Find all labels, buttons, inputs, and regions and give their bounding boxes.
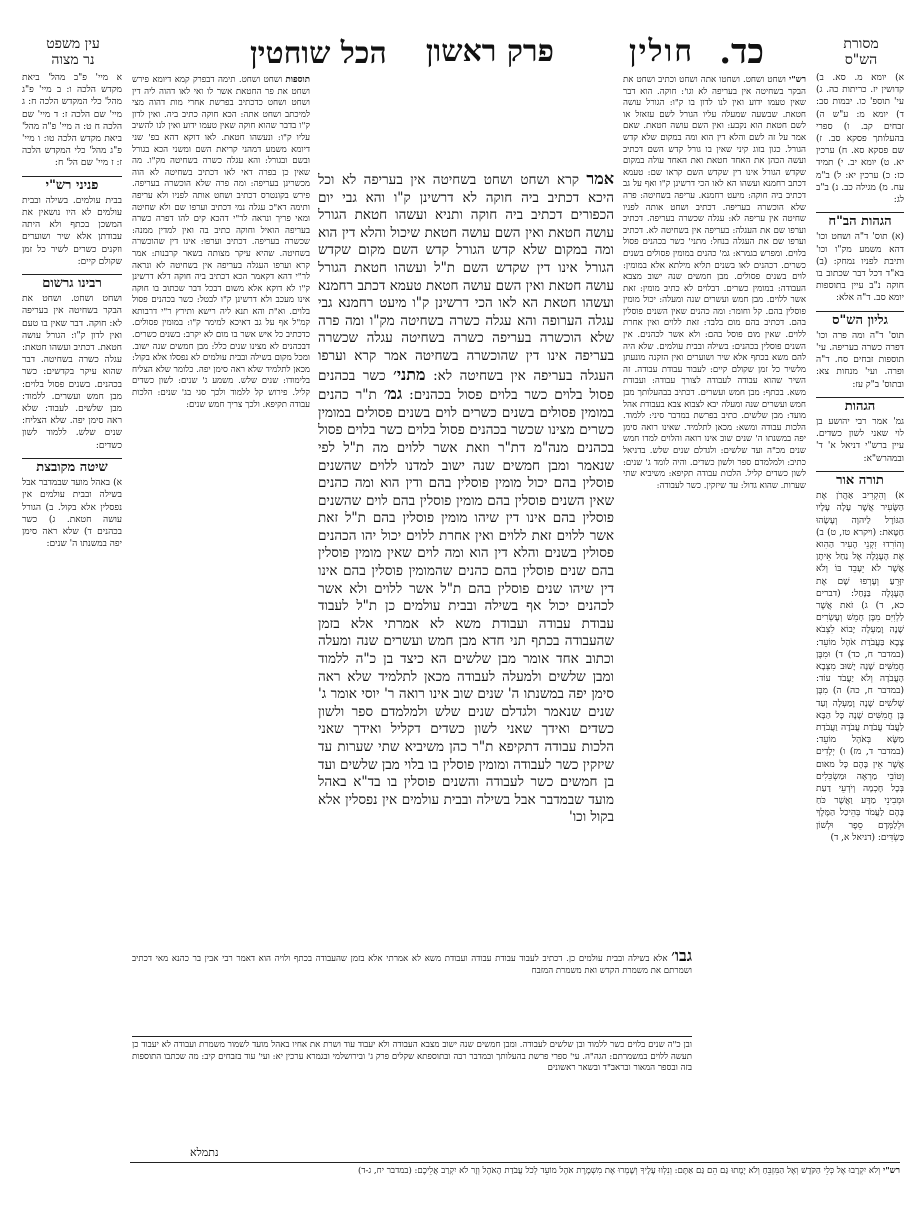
bottom-divider <box>130 1162 900 1163</box>
mishna-text: כשר בכהנים פסול בלוים כשר בלוים פסול בכהנים: <box>318 367 614 404</box>
gilyon-text: תוס' ד"ה ומה פרה וכו' דפרה כשרה בעריפה. עי' תוספות זבחים סח. ד"ה ופרה. ועי' מנחות צא: ובתוס' ב"ק עז: <box>816 330 904 390</box>
masoret-header: מסורת הש"ס <box>843 36 879 68</box>
page-header <box>0 30 914 70</box>
catchword: נתמלא <box>190 1146 219 1159</box>
left-margin-column <box>22 72 122 1092</box>
gemara-opening-word: אמר <box>586 170 614 188</box>
bottom-rashi-label: רש"י <box>882 1166 900 1176</box>
footer-text: ובן כ"ה שנים בלוים כשר ללמוד ובן שלשים לעבודה. ומבן חמשים שנה ישוב מצבא העבודה ולא יעבוד עוד ושרת את אחיו באהל מועד לשמור משמרת ועבודה לא יעבוד כן תעשה ללוים במשמרתם: הגה"ה. עי' ספרי פרשת בהעלותך ובמדבר רבה ובתוספתא שקלים פרק ג' ובירושלמי ובגמרא ערכין יא: ועי' עוד בזבחים קיב: מה שכתבו התוספות בזה ובספר המאור ובראב"ד ובשאר ראשונים <box>132 1040 692 1074</box>
gemara-passage-1: קרא ושחט ושחט בשחיטה אין בעריפה לא וכל היכא דכתיב ביה חוקה לא דרשינן ק"ו והא גבי יום הכפורים דכתיב ביה חוקה ותניא ועשהו חטאת הגורל עושה חטאת ואין השם עושה חטאת שיכול והלא דין הוא ומה במקום שלא קדש הגורל קדש השם מקום שקדש הגורל אינו דין שקדש השם ת"ל ועשהו חטאת הגורל עושה חטאת ואין השם עושה חטאת טעמא דכתב רחמנא ועשהו חטאת הא לאו הכי דרשינן ק"ו מיעט רחמנא גבי עגלה הערופה והא עגלה כשרה בשחיטה מק"ו ומה פרה שלא הוכשרה בעריפה כשרה בשחיטה עגלה שכשרה בעריפה אינו דין שהוכשרה בשחיטה אמר קרא וערפו העגלה בעריפה אין בשחיטה לא: <box>318 172 614 384</box>
mishna-bottom-section <box>132 946 692 1030</box>
gemara-text <box>318 170 614 946</box>
torah-or-title: תורה אור <box>816 471 904 487</box>
haghot-text: גמ' אמר רבי יהושע בן לוי שאני לשון כשדים. עיין ברש"י דניאל א' ד' ובמהרש"א: <box>816 417 904 464</box>
gemara-passage-2: ת"ר כהנים במומין פסולים בשנים כשרים לוים בשנים פסולים במומין כשרים מצינו שכשר בכהנים פסול בלוים כשר בלוים פסול בכהנים מנה"מ דת"ר וזאת אשר ללוים מה ת"ל לפי שנאמר ומבן חמשים שנה ישוב למדנו ללוים שהשנים פוסלין בהם יכול מומין פוסלין בהם ודין הוא ומה כהנים שאין השנים פוסלין בהם מומין פוסלין בהם לוים שהשנים פוסלין בהם אינו דין שיהו מומין פוסלין בהם ת"ל זאת אשר ללוים זאת ללוים ואין אחרת ללוים יכול יהו הכהנים פסולין בשנים והלא דין הוא ומה לוים שאין מומין פוסלין בהם שנים פוסלין בהם כהנים שהמומין פוסלין בהם אינו דין שיהו שנים פוסלין בהם ת"ל אשר ללוים ולא אשר לכהנים יכול אף בשילה ובבית עולמים כן ת"ל לעבוד עבודת עבודה ועבודת משא לא אמרתי אלא בזמן שהעבודה בכתף תני חדא מבן חמש ועשרים שנה ומעלה וכתוב אחד אומר מבן שלשים הא כיצד בן כ"ה ללמוד ומבן שלשים ולמעלה לעבודה מכאן לתלמיד שלא ראה סימן יפה במשנתו ה' שנים שוב אינו רואה ר' יוסי אומר ג' שנים שנאמר ולגדלם שנים שלש ולמלמדם ספר ולשון כשדים ואידך שאני לשון כשדים דקליל ואידך שאני הלכות עבודה דתקיפא ת"ר כהן משיביא שתי שערות עד שיזקין כשר לעבודה ומומין פוסלין בו בלוי מבן שלשים ועד בן חמשים כשר לעבודה והשנים פוסלין בו בד"א באהל מועד שבמדבר אבל בשילה ובבית עולמים אין נפסלין אלא בקול וכו' <box>318 387 614 826</box>
rashi-title: רש"י <box>788 75 806 85</box>
footer-notes <box>132 1040 692 1132</box>
footer-divider <box>132 1036 692 1037</box>
bottom-line <box>120 1166 900 1192</box>
rashi-text: ושחט ושחט. ושחטו אתה ושחט וכתיב ושחט את הבקר בשחיטה אין בעריפה לא וגו': חוקה. הוא דבר שאין טעמו ידוע ואין לנו לדון בו ק"ו: הגורל עושה חטאת. שבשעה שמעלה עליו הגורל לשם עזאזל או לשם חטאת הוא נקבע: ואין השם עושה חטאת. שאם אמר על זה לשם והלא דין הוא ומה במקום שלא קדש הגורל. כגון בזוג קיני שאין בו גורל קדש השם דכתיב ועשה הכהן את האחד חטאת ואת האחד עולה במקום שקדש הגורל אינו דין שקדש השם קראו שם: טעמא דכתב רחמנא ועשהו הא לאו הכי דרשינן ק"ו ואף על גב דכתיב ביה חוקה: מיעט רחמנא. עריפה בשחיטה: פרה שלא הוכשרה בעריפה. דכתיב ושחט אותה לפניו שחיטה אין עריפה לא: עגלה שכשרה בעריפה. דכתיב וערפו שם את העגלה: בעריפה אין בשחיטה לא. דכתיב וערפו שם את העגלה בנחל: מתני' כשר בכהנים פסול בלוים. ומפרש בגמרא: גמ' כהנים במומין פסולים בשנים כשרים. דכהנים לאו בשנים תליא מילתא אלא במומין: לוים בשנים פסולים. מבן חמשים שנה ישוב מצבא העבודה: במומין כשרים. דבלוים לא כתיב מומין: זאת אשר ללוים. מבן חמש ועשרים שנה ומעלה: יכול מומין פוסלין בהם. קל וחומר: ומה כהנים שאין השנים פוסלין בהם. דכתיב בהם מום בלבד: זאת ללוים ואין אחרת ללוים. שאין מום פוסל בהם: ולא אשר לכהנים. אין השנים פוסלין בכהנים: בשילה ובבית עולמים. שלא היה להם משא בכתף אלא שיר ושוערים ואין הזקנה מונעתן מלשיר כל זמן שקולם קיים: לעבוד עבודת עבודה. זה השיר שהוא עבודה לעבודה לצורך עבודה: ועבודת משא. בכתף: מבן חמש ועשרים. דכתיב בבהעלותך מבן חמש ועשרים שנה ומעלה יבא לצבוא צבא בעבודת אהל מועד: מבן שלשים. כתיב בפרשת במדבר סיני: ללמוד. הלכות עבודה ומשא: מכאן לתלמיד. שאינו רואה סימן יפה במשנתו ה' שנים שוב אינו רואה והלוים למדו חמש שנים מכ"ה ועד שלשים: ולגדלם שנים שלש. בדניאל כתיב: ולמלמדם ספר ולשון כשדים. והיה לומד ג' שנים: לשון כשדים קליל. הלכות עבודה תקיפא: משיביא שתי שערות. שהוא גדול: עד שיזקין. כשר לעבודה: <box>623 75 806 491</box>
masoret-entries: א) יומא מ. סא. ב) קדושין יז. כריתות כה. ג) עי' תוספ' כו. יבמות סב: ד) יומא מ: ע"ש ה) זבחים קב. ו) ספרי בהעלותך פסקא סב. ז) שם פסקא סא. ח) ערכין יא. ט) יומא יב. י) תמיד כז: כ) ערכין יא: ל) ב"מ עח. מ) מגילה כב. נ) ב"ב לג: <box>816 73 904 206</box>
tosafot-text: ושחט ושחט. תימה דבפרק קמא דיומא פירש ושחט את פר החטאת אשר לו ואי לאו דהוה ליה דין ושחט ושחט כדכתיב בפרשת אחרי מות דהוה מצי למיכתב ושחט אתה: הכא חוקה כתיב ביה. ואין לדון ק"ו בדבר שהוא חוקה שאין טעמו ידוע ואין לנו להשיב עליו ק"ו: ונעשהו חטאת. לאו דוקא דהא בפ' שני דיומא משמע דמהני קריאת השם ומשני הכא בגורל ובשם ובגורל: והא עגלה כשרה בשחיטה מק"ו. מה שאין כן בפרה דאי לאו דכתיב בשחיטה לא הוה מכשרינן בעריפה: ומה פרה שלא הוכשרה בעריפה. פירש בקונטרס דכתיב ושחט אותה לפניו ולא עריפה ותימה דא"כ עגלה נמי דכתיב וערפו שם ולא שחיטה ומאי פריך ונראה לר"י דהכא קים להו דפרה כשרה בעריפה הואיל וחוקה כתיב בה ואין למדין ממנה: שכשרה בעריפה. דכתיב וערפו: אינו דין שהוכשרה בשחיטה. שהיא עיקר מצותה בשאר קרבנות: אמר קרא וערפו העגלה בעריפה אין בשחיטה לא ונראה לר"י דהא דקאמר הכא דכתיב ביה חוקה דלא דרשינן ק"ו לא דוקא אלא משום דבכל דבר שכתוב בו חוקה אינו מעכב ולא דרשינן ק"ו לבטל: כשר בכהנים פסול בלוים. וא"ת והא תנא ליה רישא ותירץ ר"י דרבותא קמ"ל אף על גב דאיכא למימר ק"ו: במומין פסולים. כדכתיב כל איש אשר בו מום לא יקרב: בשנים כשרים. דבכהנים לא מצינו שנים כלל: מבן חמשים שנה ישוב. ומכל מקום בשילה ובבית עולמים לא נפסלו אלא בקול: מכאן לתלמיד שלא ראה סימן יפה. כלומר שלא הצליח בלימודו: שנים שלש. משמע ג' שנים: לשון כשדים קליל. פירוש קל ללמוד ולכך סגי בג' שנים: הלכות עבודה תקיפא. ולכך צריך חמש שנים: <box>132 75 310 410</box>
right-margin-column <box>816 72 904 1152</box>
torah-or-text: א) וְהִקְרִיב אַהֲרֹן אֶת הַשָּׂעִיר אֲשֶׁר עָלָה עָלָיו הַגּוֹרָל לַיהוָה וְעָשָׂהוּ חַטָּאת: (ויקרא טז, ט) ב) וְהוֹרִדוּ זִקְנֵי הָעִיר הַהִוא אֶת הָעֶגְלָה אֶל נַחַל אֵיתָן אֲשֶׁר לֹא יֵעָבֵד בּוֹ וְלֹא יִזָּרֵעַ וְעָרְפוּ שָׁם אֶת הָעֶגְלָה בַּנָּחַל: (דברים כא, ד) ג) זֹאת אֲשֶׁר לַלְוִיִּם מִבֶּן חָמֵשׁ וְעֶשְׂרִים שָׁנָה וָמַעְלָה יָבוֹא לִצְבֹא צָבָא בַּעֲבֹדַת אֹהֶל מוֹעֵד: (במדבר ח, כד) ד) וּמִבֶּן חֲמִשִּׁים שָׁנָה יָשׁוּב מִצְּבָא הָעֲבֹדָה וְלֹא יַעֲבֹד עוֹד: (במדבר ח, כה) ה) מִבֶּן שְׁלֹשִׁים שָׁנָה וָמַעְלָה וְעַד בֶּן חֲמִשִּׁים שָׁנָה כָּל הַבָּא לַעֲבֹד עֲבֹדַת עֲבֹדָה וַעֲבֹדַת מַשָּׂא בְּאֹהֶל מוֹעֵד: (במדבר ד, מז) ו) יְלָדִים אֲשֶׁר אֵין בָּהֶם כָּל מאום וְטוֹבֵי מַרְאֶה וּמַשְׂכִּלִים בְּכָל חָכְמָה וְיֹדְעֵי דַעַת וּמְבִינֵי מַדָּע וַאֲשֶׁר כֹּחַ בָּהֶם לַעֲמֹד בְּהֵיכַל הַמֶּלֶךְ וּלְלַמְּדָם סֵפֶר וּלְשׁוֹן כַּשְׂדִּים: (דניאל א, ד) <box>816 491 904 843</box>
gemara-marker: גמ׳ <box>383 384 403 404</box>
folio-number: כד. <box>719 32 764 72</box>
hagahot-title: הגהות הב"ח <box>816 212 904 228</box>
chapter-name: פרק ראשון <box>425 34 554 69</box>
rashi-commentary <box>623 75 806 1075</box>
rabbenu-gershom-text: ושחט ושחט. ושחט את הבקר בשחיטה אין בעריפה לא: חוקה. דבר שאין בו טעם ואין לדון ק"ו: הגורל עושה חטאת. דכתיב ועשהו חטאת: עגלה כשרה בשחיטה. דבר שהוא עיקר בקדשים: כשר בכהנים. בשנים פסול בלוים: מבן חמש ועשרים. ללמוד: מבן שלשים. לעבוד: שלא ראה סימן יפה. שלא הצליח: שנים שלש. ללמוד לשון כשדים: <box>22 294 122 451</box>
rabbenu-gershom-title: רבינו גרשום <box>22 274 122 290</box>
bottom-line-text: וְלֹא יִקְרָבוּ אֶל כְּלֵי הַקֹּדֶשׁ וְאֶל הַמִּזְבֵּחַ וְלֹא יָמֻתוּ גַּם הֵם גַּם אַתֶּם: וְנִלְווּ עָלֶיךָ וְשָׁמְרוּ אֶת מִשְׁמֶרֶת אֹהֶל מוֹעֵד לְכֹל עֲבֹדַת הָאֹהֶל וְזָר לֹא יִקְרַב אֲלֵיכֶם: (במדבר יח, ג-ד) <box>357 1166 881 1176</box>
shita-mekubetzet-text: א) באהל מועד שבמדבר אבל בשילה ובבית עולמים אין נפסלין אלא בקול. ב) הגורל עושה חטאת. ג) כשר בכהנים ד) שלא ראה סימן יפה במשנתו ה' שנים: <box>22 478 122 550</box>
hagahot-text: (א) תוס' ד"ה ושחט וכו' דהא משמע מק"ו וכו' ותיבת לפניו נמחק: (ב) בא"ד דכל דבר שכתוב בו חוקה נ"ב עיין בתוספות יומא סב. ד"ה אלא: <box>816 232 904 304</box>
ein-mishpat-text: א מיי' פ"ב מהל' ביאת מקדש הלכה ו: ב מיי' פ"ג מהל' כלי המקדש הלכה ח: ג מיי' שם הלכה ז: ד מיי' שם הלכה ח ט: ה מיי' פ"ה מהל' ביאת מקדש הלכה טו: ו מיי' פ"ג מהל' כלי המקדש הלכה ז: ז מיי' שם הל' ח: <box>22 73 122 169</box>
gilyon-title: גליון הש"ס <box>816 311 904 327</box>
bottom-marker: גבו׳ <box>671 946 692 965</box>
mishna-marker: מתני׳ <box>393 364 426 384</box>
pnei-rashi-text: בבית עולמים. בשילה ובבית עולמים לא היו נושאין את המשכן בכתף ולא היתה עבודתן אלא שיר ושוערים וזקנים כשרים לשיר כל זמן שקולם קיים: <box>22 195 122 267</box>
tosafot-title: תוספות <box>285 75 310 85</box>
ner-mitzva-header: נר מצוה <box>51 52 95 68</box>
tosafot-commentary <box>132 75 310 1075</box>
chapter-title: הכל שוחטין <box>250 36 387 71</box>
pnei-rashi-title: פניני רש"י <box>22 176 122 192</box>
bottom-section-text: אלא בשילה ובבית עולמים כן. דכתיב לעבוד עבודת עבודה ועבודת משא לא אמרתי אלא בזמן שהעבודה בכתף ולויה הוא דאמר רבי אבין בר כהנא מאי דכתיב ושמרתם את משמרת הקדש ואת משמרת המזבח <box>132 954 692 976</box>
ein-mishpat-header: עין משפט <box>46 36 100 52</box>
tractate-name: חולין <box>629 34 694 69</box>
shita-mekubetzet-title: שיטה מקובצת <box>22 458 122 474</box>
haghot-title: הגהות <box>816 397 904 413</box>
